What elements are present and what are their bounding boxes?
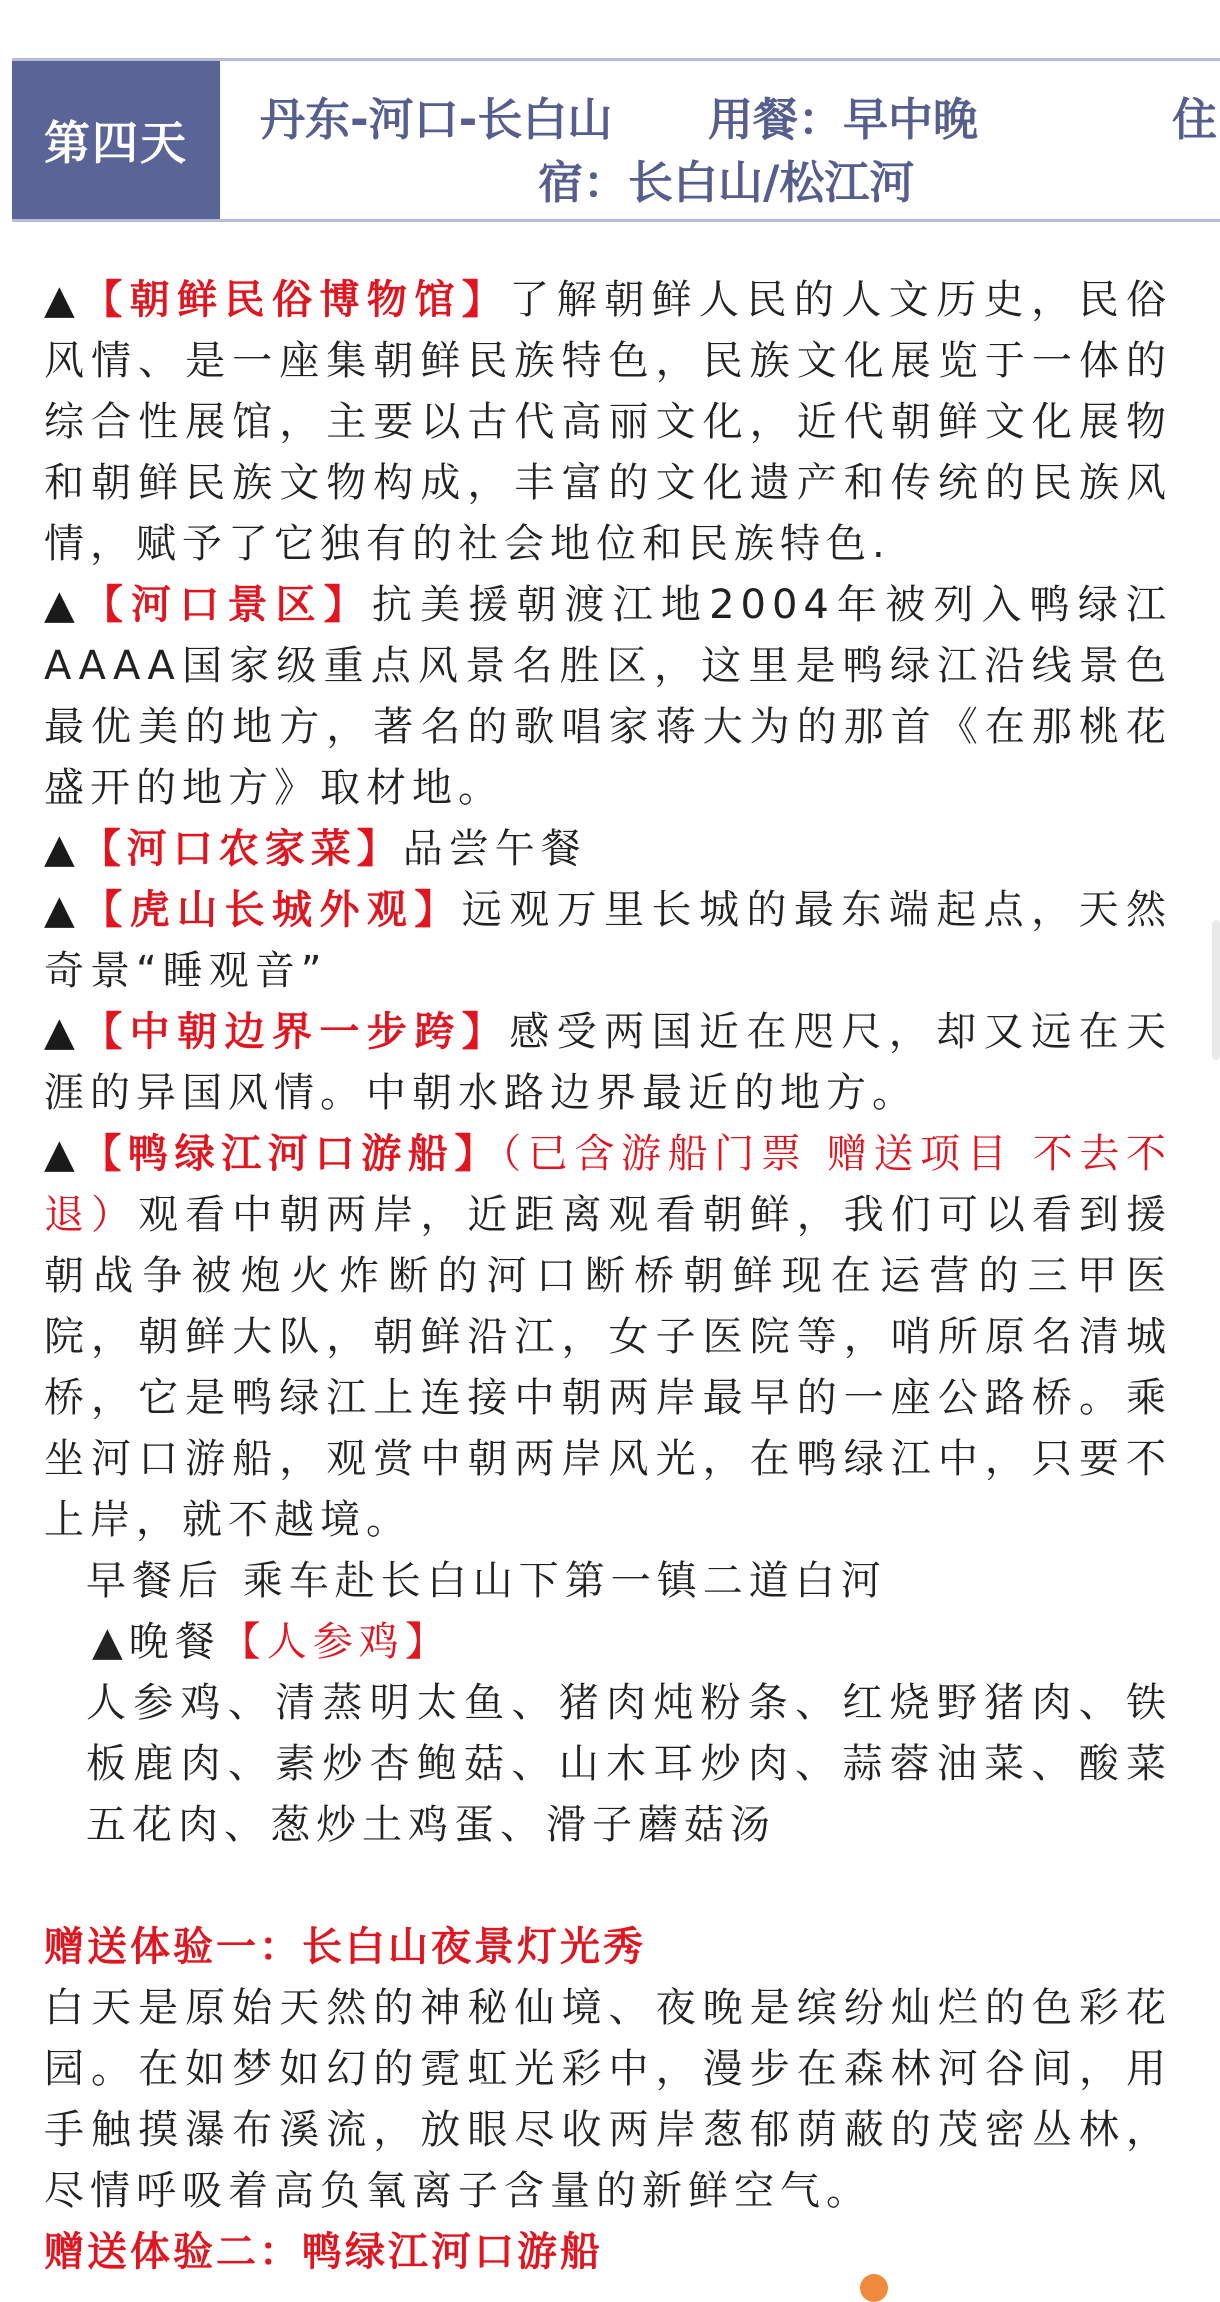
- item-river-cruise: [44, 1124, 1172, 1551]
- item-text: 远观万里长城的最东端起点，天然奇景“睡观音”: [44, 887, 1173, 994]
- after-breakfast-text: 早餐后 乘车赴长白山下第一镇二道白河: [86, 1558, 887, 1604]
- triangle-icon: ▲: [44, 582, 83, 628]
- triangle-icon: ▲: [44, 1131, 82, 1177]
- dinner-line: [44, 1612, 1172, 1673]
- item-text: 了解朝鲜人民的人文历史，民俗风情、是一座集朝鲜民族特色，民族文化展览于一体的综合性展馆，主要以古代高丽文化，近代朝鲜文化展物和朝鲜民族文物构成，丰富的文化遗产和传统的民族风情，赋予了它独有的社会地位和民族特色.: [44, 277, 1173, 567]
- dinner-title: 【人参鸡】: [220, 1619, 451, 1665]
- item-text: 感受两国近在咫尺，却又远在天涯的异国风情。中朝水路边界最近的地方。: [44, 1009, 1173, 1116]
- item-hushan-wall: [44, 880, 1172, 1002]
- item-border-step: [44, 1002, 1172, 1124]
- item-note: （已含游船门票 赠送项目 不去不退）: [44, 1131, 1173, 1238]
- stay-text-end: 宿：长白山/松江河: [538, 156, 915, 209]
- stay-text-start: 住: [1172, 93, 1218, 146]
- item-title: 【河口农家菜】: [80, 826, 403, 872]
- spacer: [44, 1856, 1172, 1917]
- bonus-1-text: 白天是原始天然的神秘仙境、夜晚是缤纷灿烂的色彩花园。在如梦如幻的霓虹光彩中，漫步在森林河谷间，用手触摸瀑布溪流，放眼尽收两岸葱郁荫蔽的茂密丛林，尽情呼吸着高负氧离子含量的新鲜空气。: [44, 1985, 1172, 2214]
- triangle-icon: ▲: [44, 1009, 83, 1055]
- triangle-icon: ▲: [44, 277, 83, 323]
- item-hekou-scenic: [44, 575, 1172, 819]
- item-title: 【河口景区】: [82, 582, 372, 628]
- meals-text: 用餐：早中晚: [708, 93, 979, 146]
- bonus-2-title: 赠送体验二：鸭绿江河口游船: [44, 2229, 603, 2275]
- dinner-label: ▲晚餐: [92, 1619, 221, 1665]
- item-title: 【朝鲜民俗博物馆】: [82, 277, 510, 323]
- item-text: 品尝午餐: [402, 826, 587, 872]
- scroll-indicator[interactable]: [1212, 920, 1220, 1060]
- itinerary-content: [44, 270, 1172, 2283]
- triangle-icon: ▲: [44, 887, 83, 933]
- day-header: [12, 58, 1220, 222]
- dinner-menu: 人参鸡、清蒸明太鱼、猪肉炖粉条、红烧野猪肉、铁板鹿肉、素炒杏鲍菇、山木耳炒肉、蒜蓉油菜、酸菜五花肉、葱炒土鸡蛋、滑子蘑菇汤: [86, 1680, 1172, 1848]
- orange-dot-icon: [860, 2274, 888, 2302]
- item-folk-museum: [44, 270, 1172, 575]
- header-info: [220, 61, 1220, 219]
- route-text: 丹东-河口-长白山: [260, 93, 613, 146]
- item-title: 【中朝边界一步跨】: [82, 1009, 510, 1055]
- day-label: 第四天: [12, 61, 220, 219]
- item-farm-lunch: [44, 819, 1172, 880]
- item-text: 观看中朝两岸，近距离观看朝鲜，我们可以看到援朝战争被炮火炸断的河口断桥朝鲜现在运营的三甲医院，朝鲜大队，朝鲜沿江，女子医院等，哨所原名清城桥，它是鸭绿江上连接中朝两岸最早的一座公路桥。乘坐河口游船，观赏中朝两岸风光，在鸭绿江中，只要不上岸，就不越境。: [44, 1192, 1173, 1543]
- triangle-icon: ▲: [44, 826, 81, 872]
- bonus-1-title: 赠送体验一：长白山夜景灯光秀: [44, 1924, 646, 1970]
- item-text: 抗美援朝渡江地2004年被列入鸭绿江AAAA国家级重点风景名胜区，这里是鸭绿江沿线景色最优美的地方，著名的歌唱家蒋大为的那首《在那桃花盛开的地方》取材地。: [44, 582, 1173, 811]
- item-title: 【鸭绿江河口游船】: [81, 1131, 502, 1177]
- item-title: 【虎山长城外观】: [82, 887, 462, 933]
